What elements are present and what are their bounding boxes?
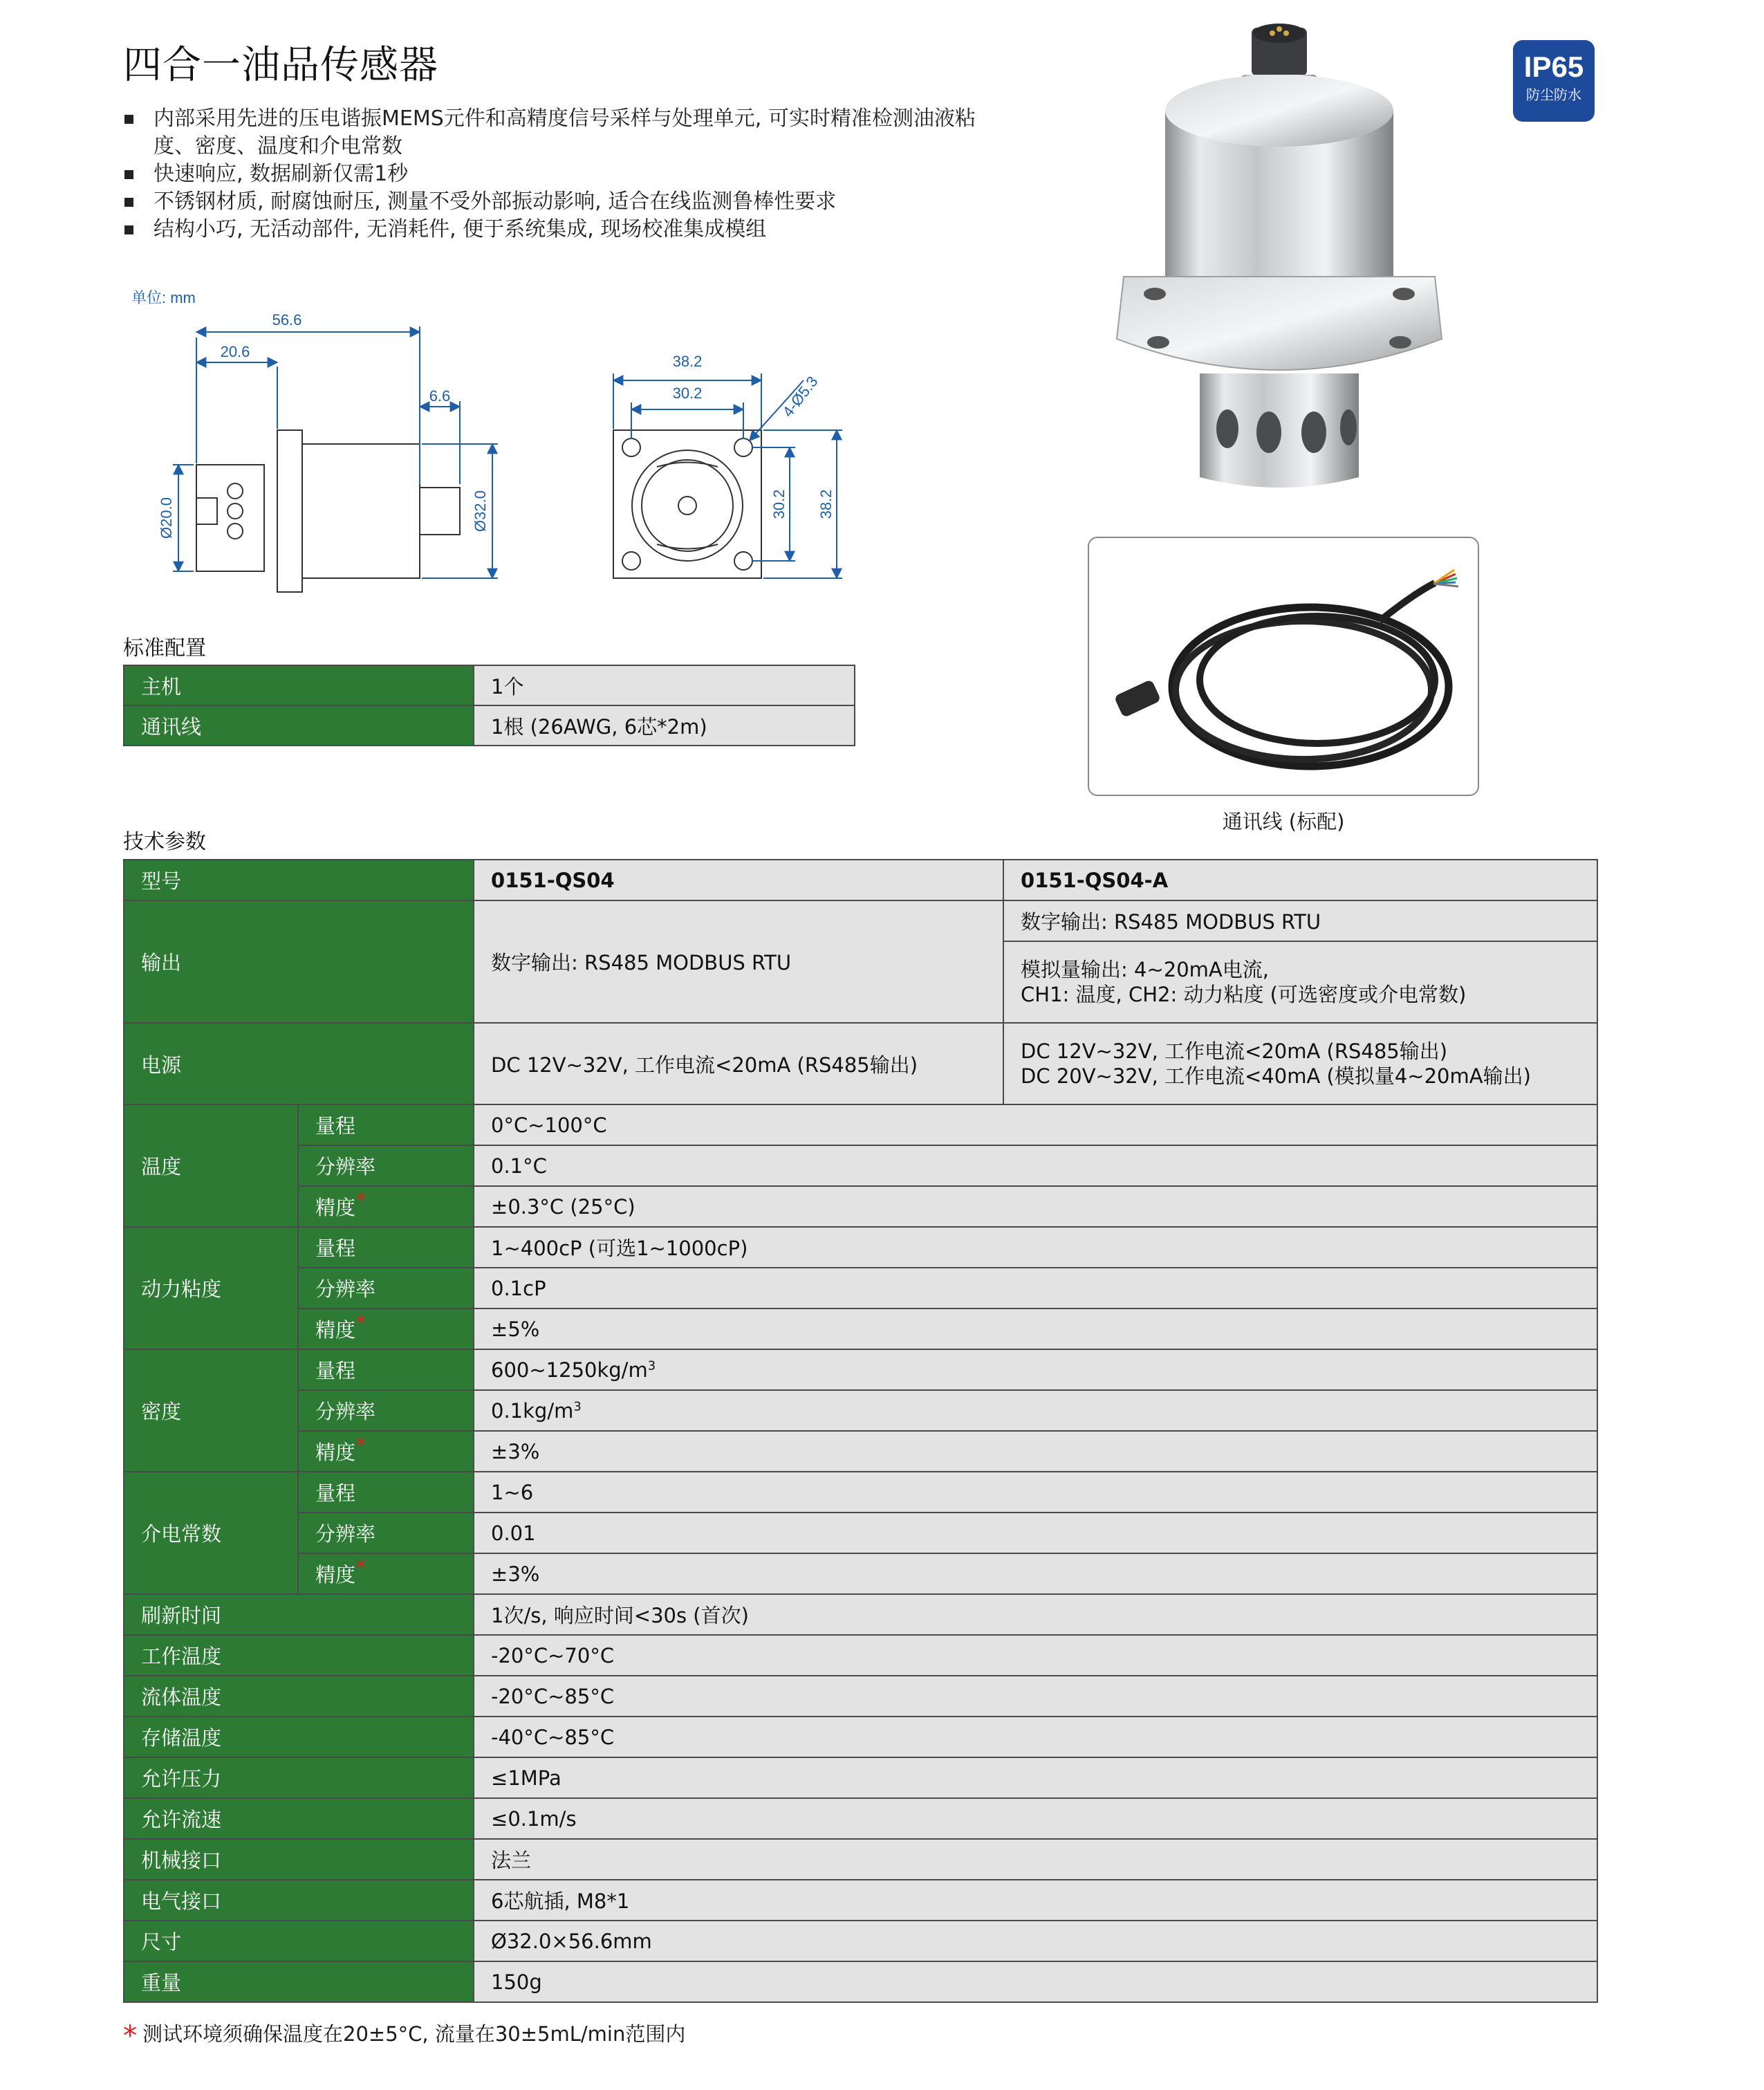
- param-value: 0.1cP: [474, 1268, 1597, 1308]
- feature-item: 快速响应, 数据刷新仅需1秒: [123, 160, 994, 188]
- config-value: 1个: [474, 665, 855, 705]
- param-value: -20°C~70°C: [474, 1635, 1597, 1676]
- badge-rating: IP65: [1523, 50, 1584, 83]
- power-a: DC 12V~32V, 工作电流<20mA (RS485输出): [474, 1023, 1003, 1104]
- param-label: 刷新时间: [124, 1594, 474, 1635]
- dim-holes: 4-Ø5.3: [779, 373, 821, 420]
- table-row: [124, 1717, 1597, 1757]
- table-row: [124, 1145, 1597, 1186]
- param-value: ≤1MPa: [474, 1757, 1597, 1798]
- param-label: 流体温度: [124, 1676, 474, 1717]
- param-value: 6芯航插, M8*1: [474, 1880, 1597, 1921]
- table-row: [124, 1349, 1597, 1390]
- cable-caption: 通讯线 (标配): [1222, 810, 1345, 833]
- dim-total-length: 56.6: [272, 311, 302, 329]
- table-row: [124, 705, 855, 746]
- output-b-analog: 模拟量输出: 4~20mA电流, CH1: 温度, CH2: 动力粘度 (可选密度或介电常数): [1003, 941, 1597, 1023]
- dimension-drawing: [111, 277, 885, 602]
- model-a: 0151-QS04: [474, 860, 1003, 900]
- table-row: [124, 1921, 1597, 1961]
- param-label: 允许流速: [124, 1798, 474, 1839]
- dim-flange-height: 38.2: [817, 489, 835, 519]
- footnote-star: *: [355, 1189, 366, 1213]
- table-row: [124, 1594, 1597, 1635]
- dim-front-dia: Ø20.0: [158, 497, 175, 539]
- table-row: [124, 1390, 1597, 1431]
- param-value: 法兰: [474, 1839, 1597, 1880]
- tech-params-title: 技术参数: [123, 830, 206, 854]
- standard-config-table: [123, 665, 855, 746]
- standard-config-title: 标准配置: [123, 636, 206, 660]
- feature-item: 不锈钢材质, 耐腐蚀耐压, 测量不受外部振动影响, 适合在线监测鲁棒性要求: [123, 188, 994, 216]
- param-label: 尺寸: [124, 1921, 474, 1961]
- dim-front-length: 20.6: [220, 343, 250, 360]
- output-a: 数字输出: RS485 MODBUS RTU: [474, 900, 1003, 1023]
- param-label: 重量: [124, 1961, 474, 2002]
- power-b: DC 12V~32V, 工作电流<20mA (RS485输出) DC 20V~32V, 工作电流<40mA (模拟量4~20mA输出): [1003, 1023, 1597, 1104]
- table-row: [124, 1268, 1597, 1308]
- footnote-star: *: [355, 1434, 366, 1458]
- cable-image-frame: [1088, 537, 1479, 796]
- sub-label: 量程: [298, 1227, 474, 1268]
- dim-body-dia: Ø32.0: [472, 490, 489, 532]
- param-value: $0.1kg/m^3$: [474, 1390, 1597, 1431]
- param-value: -40°C~85°C: [474, 1717, 1597, 1757]
- badge-caption: 防尘防水: [1526, 86, 1581, 103]
- param-value: 0.1°C: [474, 1145, 1597, 1186]
- param-value: Ø32.0×56.6mm: [474, 1921, 1597, 1961]
- param-value: 1次/s, 响应时间<30s (首次): [474, 1594, 1597, 1635]
- table-row: [124, 860, 1597, 900]
- table-row: [124, 1798, 1597, 1839]
- sub-label: 分辨率: [298, 1145, 474, 1186]
- table-row: [124, 1839, 1597, 1880]
- table-row: [124, 1431, 1597, 1472]
- table-row: [124, 1308, 1597, 1349]
- feature-list: [123, 105, 994, 243]
- sub-label: 分辨率: [298, 1268, 474, 1308]
- sub-label: 精度*: [298, 1431, 474, 1472]
- table-row: [124, 665, 855, 705]
- param-value: 0.01: [474, 1513, 1597, 1553]
- table-row: [124, 1880, 1597, 1921]
- param-value: ±3%: [474, 1553, 1597, 1594]
- param-label: 机械接口: [124, 1839, 474, 1880]
- sub-label: 量程: [298, 1472, 474, 1513]
- param-value: 150g: [474, 1961, 1597, 2002]
- param-label: 电气接口: [124, 1880, 474, 1921]
- param-value: ±0.3°C (25°C): [474, 1186, 1597, 1227]
- footnote-star: *: [355, 1311, 366, 1335]
- tech-params-table: [123, 859, 1598, 2003]
- config-value: 1根 (26AWG, 6芯*2m): [474, 705, 855, 746]
- param-label: 动力粘度: [124, 1227, 298, 1349]
- table-row: [124, 1635, 1597, 1676]
- param-label: 允许压力: [124, 1757, 474, 1798]
- param-value: 1~400cP (可选1~1000cP): [474, 1227, 1597, 1268]
- table-row: [124, 1104, 1597, 1145]
- dim-shaft-length: 6.6: [429, 387, 451, 405]
- feature-item: 结构小巧, 无活动部件, 无消耗件, 便于系统集成, 现场校准集成模组: [123, 216, 994, 243]
- param-value: ±5%: [474, 1308, 1597, 1349]
- product-image: [1096, 14, 1456, 512]
- param-value: ≤0.1m/s: [474, 1798, 1597, 1839]
- sub-label: 精度*: [298, 1553, 474, 1594]
- output-b-digital: 数字输出: RS485 MODBUS RTU: [1003, 900, 1597, 941]
- param-value: ±3%: [474, 1431, 1597, 1472]
- param-label: 输出: [124, 900, 474, 1023]
- param-value: $600\sim 1250kg/m^3$: [474, 1349, 1597, 1390]
- table-row: [124, 1513, 1597, 1553]
- param-value: -20°C~85°C: [474, 1676, 1597, 1717]
- param-label: 存储温度: [124, 1717, 474, 1757]
- config-item: 主机: [124, 665, 474, 705]
- sub-label: 精度*: [298, 1186, 474, 1227]
- param-label: 工作温度: [124, 1635, 474, 1676]
- dim-hole-spacing-v: 30.2: [770, 489, 788, 519]
- unit-label: 单位: mm: [131, 289, 196, 306]
- param-label: 介电常数: [124, 1472, 298, 1594]
- table-row: [124, 1023, 1597, 1104]
- table-row: [124, 1227, 1597, 1268]
- table-row: [124, 900, 1597, 941]
- sub-label: 分辨率: [298, 1513, 474, 1553]
- param-label: 密度: [124, 1349, 298, 1472]
- dim-flange-width: 38.2: [672, 353, 703, 370]
- table-row: [124, 1186, 1597, 1227]
- param-label: 型号: [124, 860, 474, 900]
- config-item: 通讯线: [124, 705, 474, 746]
- table-row: [124, 1472, 1597, 1513]
- sub-label: 量程: [298, 1349, 474, 1390]
- sub-label: 分辨率: [298, 1390, 474, 1431]
- param-label: 电源: [124, 1023, 474, 1104]
- cable-image: [1089, 538, 1478, 795]
- footnote-star: *: [123, 2020, 137, 2052]
- param-value: 1~6: [474, 1472, 1597, 1513]
- footnote-text: 测试环境须确保温度在20±5°C, 流量在30±5mL/min范围内: [142, 2022, 686, 2046]
- footnote-star: *: [355, 1556, 366, 1580]
- ip65-badge: [1513, 40, 1595, 122]
- table-row: [124, 1757, 1597, 1798]
- table-row: [124, 1961, 1597, 2002]
- param-label: 温度: [124, 1104, 298, 1227]
- table-row: [124, 1676, 1597, 1717]
- table-row: [124, 1553, 1597, 1594]
- footnote: [123, 2016, 686, 2052]
- sub-label: 量程: [298, 1104, 474, 1145]
- sub-label: 精度*: [298, 1308, 474, 1349]
- param-value: 0°C~100°C: [474, 1104, 1597, 1145]
- feature-item: 内部采用先进的压电谐振MEMS元件和高精度信号采样与处理单元, 可实时精准检测油液粘度、密度、温度和介电常数: [123, 105, 994, 160]
- page-title: 四合一油品传感器: [123, 43, 438, 88]
- dim-hole-spacing: 30.2: [672, 385, 703, 402]
- model-b: 0151-QS04-A: [1003, 860, 1597, 900]
